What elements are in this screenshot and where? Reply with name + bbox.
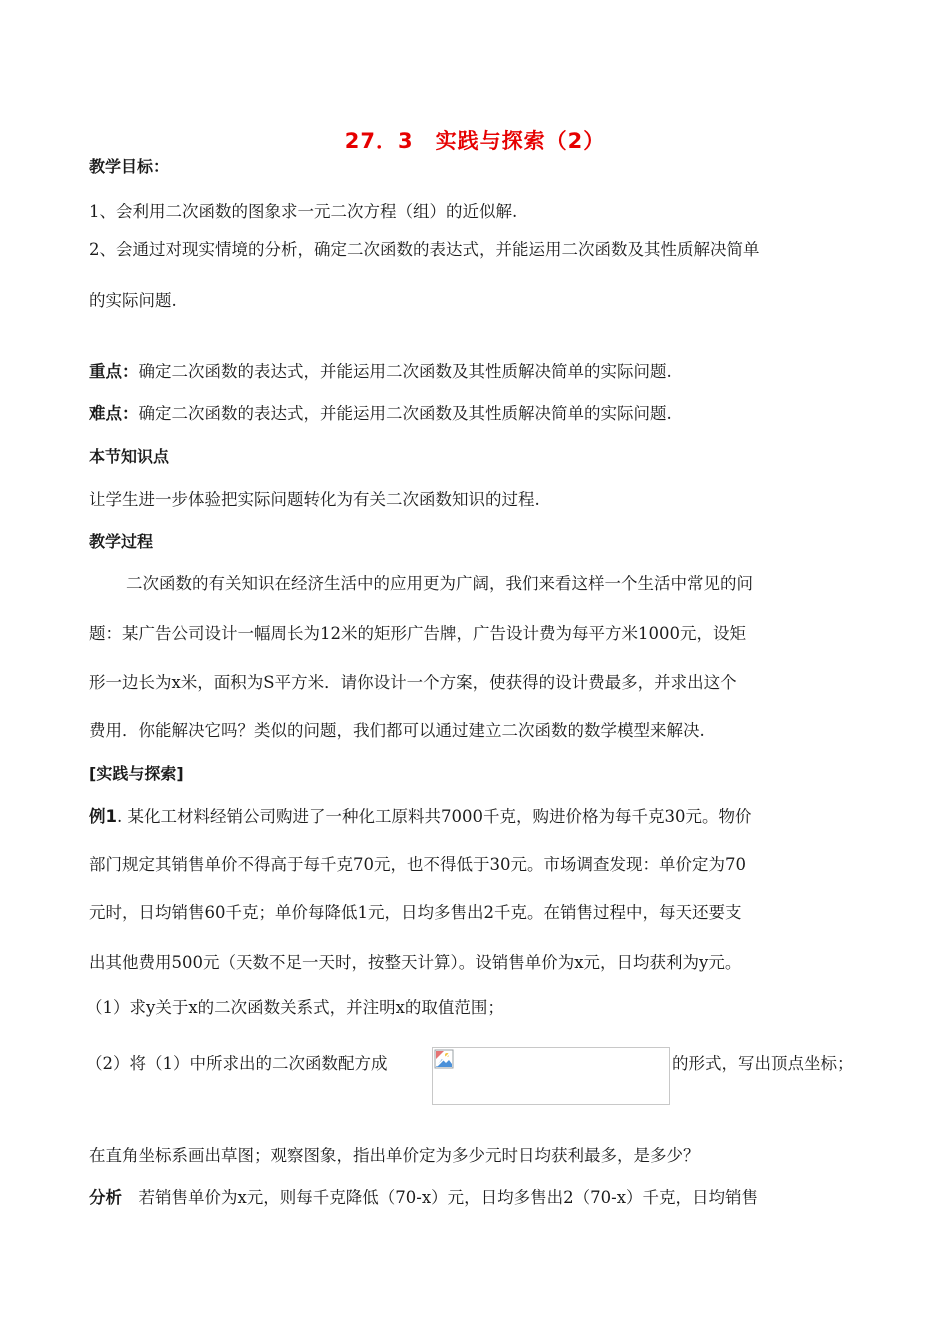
difficult-point-text: 确定二次函数的表达式，并能运用二次函数及其性质解决简单的实际问题.: [138, 404, 672, 423]
key-point-label: 重点：: [89, 362, 139, 381]
objective-item-2-line-1: 2、会通过对现实情境的分析，确定二次函数的表达式，并能运用二次函数及其性质解决简单: [89, 240, 760, 259]
process-line-3: 形一边长为x米，面积为S平方米．请你设计一个方案，使获得的设计费最多，并求出这个: [89, 673, 737, 692]
practice-heading: [实践与探索]: [89, 764, 184, 783]
key-point: [89, 360, 672, 384]
objective-item-2-line-2: 的实际问题.: [89, 291, 177, 310]
question-1: （1）求y关于x的二次函数关系式，并注明x的取值范围；: [86, 998, 504, 1017]
difficult-point: [89, 402, 672, 426]
broken-image-icon: [434, 1049, 454, 1069]
example-1-line-3: 元时，日均销售60千克；单价每降低1元，日均多售出2千克。在销售过程中，每天还要支: [89, 903, 742, 922]
objectives-heading: 教学目标：: [89, 157, 170, 176]
knowledge-heading: 本节知识点: [89, 447, 170, 466]
process-line-1: 二次函数的有关知识在经济生活中的应用更为广阔，我们来看这样一个生活中常见的问: [126, 574, 753, 593]
example-1-line-2: 部门规定其销售单价不得高于每千克70元，也不得低于30元。市场调查发现：单价定为70: [89, 855, 746, 874]
example-1-line-4: 出其他费用500元（天数不足一天时，按整天计算）。设销售单价为x元，日均获利为y元。: [89, 953, 742, 972]
analysis-text: 若销售单价为x元，则每千克降低（70-x）元，日均多售出2（70-x）千克，日均销售: [122, 1188, 759, 1207]
example-1-line-1: [89, 805, 751, 829]
analysis-label: 分析: [89, 1188, 122, 1207]
key-point-text: 确定二次函数的表达式，并能运用二次函数及其性质解决简单的实际问题.: [138, 362, 672, 381]
page-title: 27．3 实践与探索（2）: [344, 129, 606, 153]
question-2-before: （2）将（1）中所求出的二次函数配方成: [86, 1054, 388, 1073]
formula-image-placeholder: [432, 1047, 670, 1105]
knowledge-text: 让学生进一步体验把实际问题转化为有关二次函数知识的过程.: [89, 490, 540, 509]
process-line-2: 题：某广告公司设计一幅周长为12米的矩形广告牌，广告设计费为每平方米1000元，设矩: [89, 624, 746, 643]
question-2-after: 的形式，写出顶点坐标；: [672, 1054, 854, 1073]
difficult-point-label: 难点：: [89, 404, 139, 423]
example-1-text: . 某化工材料经销公司购进了一种化工原料共7000千克，购进价格为每千克30元。物价: [116, 807, 752, 826]
process-heading: 教学过程: [89, 532, 154, 551]
question-2-continued: 在直角坐标系画出草图；观察图象，指出单价定为多少元时日均获利最多，是多少？: [89, 1146, 700, 1165]
process-line-4: 费用．你能解决它吗？类似的问题，我们都可以通过建立二次函数的数学模型来解决.: [89, 721, 705, 740]
example-1-label: 例1: [89, 807, 117, 826]
analysis: [89, 1186, 758, 1210]
objective-item-1: 1、会利用二次函数的图象求一元二次方程（组）的近似解.: [89, 202, 518, 221]
